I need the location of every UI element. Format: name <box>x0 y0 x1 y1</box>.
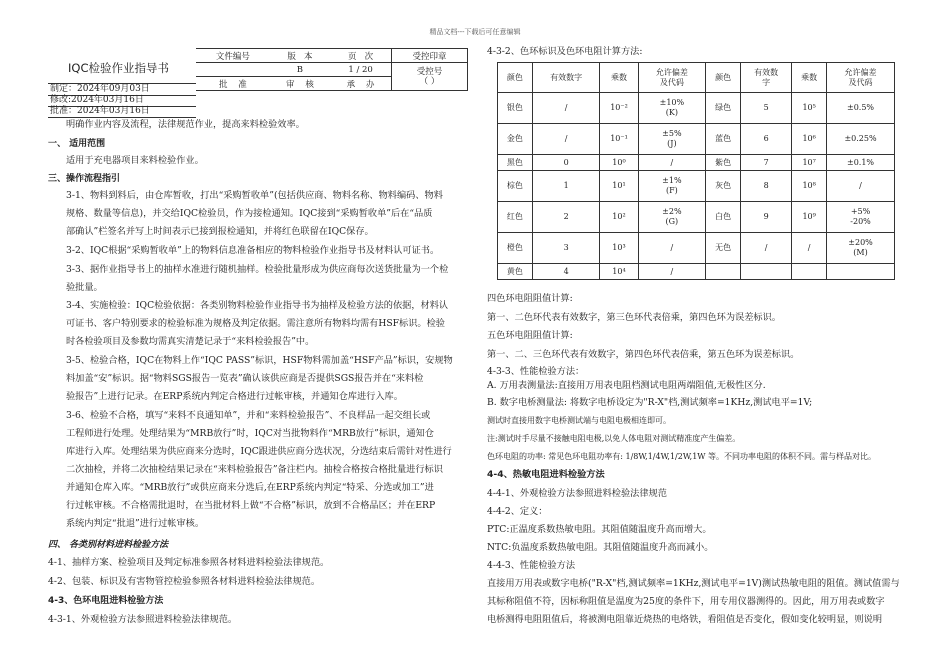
para-3-1-line3: 部确认”栏签名并写上时间表示已接到报检通知，并将红色联留在IQC保存。 <box>66 226 374 237</box>
table-cell: / <box>741 233 792 264</box>
para-4-4-1: 4-4-1、外观检验方法参照进料检验法律规范 <box>487 488 667 499</box>
para-3-1-line2: 规格、数量等信息)，并交给IQC检验员，作为接检通知。IQC接到“采购暂收单”后在“品质 <box>66 208 433 219</box>
section-scope-text: 适用于充电器项目来料检验作业。 <box>66 155 204 166</box>
table-cell: 紫色 <box>706 155 741 171</box>
document-title: IQC检验作业指导书 <box>68 61 169 75</box>
para-4-4-3-line3: 电桥测得电阻阻值后，将被测电阻靠近烧热的电烙铁，看阻值是否变化，假如变化较明显，则说明 <box>487 614 883 625</box>
para-3-3-line1: 3-3、据作业指导书上的抽样水准进行随机抽样。检验批量形成为供应商每次送货批量为一个检 <box>66 264 449 275</box>
table-cell: ±5% (J) <box>638 124 706 155</box>
para-3-6-line6: 行过帐审核。不合格需批退时，在当批材料上做“不合格”标识，放到不合格品区；并在ERP <box>66 500 436 511</box>
table-cell: / <box>638 155 706 171</box>
document-header <box>48 48 470 116</box>
table-cell: 10⁸ <box>792 171 827 202</box>
revised-date: 修改:2024年03月16日 <box>50 95 144 105</box>
section-4-4-title: 4-4、热敏电阻进料检验方法 <box>487 469 605 480</box>
table-cell: 5 <box>741 93 792 124</box>
table-cell: 0 <box>532 155 600 171</box>
table-cell <box>741 264 792 280</box>
table-row <box>498 155 895 171</box>
color-code-table <box>497 62 895 280</box>
table-row <box>498 264 895 280</box>
table-cell: 3 <box>532 233 600 264</box>
para-4-4-3-line1: 直接用万用表或数字电桥("R-X"档,测试频率=1KHz,测试电平=1V)测试热敏电阻的阻值。测试值需与 <box>487 578 900 589</box>
table-cell: 6 <box>741 124 792 155</box>
table-cell: 10⁷ <box>792 155 827 171</box>
para-4-2: 4-2、包装、标识及有害物管控检验参照各材料进料检验法律规范。 <box>48 576 321 587</box>
table-cell: 1 <box>532 171 600 202</box>
approve-label: 批 <box>218 79 228 90</box>
control-number-label: 受控号 <box>416 66 443 77</box>
table-cell: ±0.1% <box>827 155 895 171</box>
table-cell: +5% -20% <box>827 202 895 233</box>
table-cell: 2 <box>532 202 600 233</box>
table-cell: 10⁻¹ <box>600 124 638 155</box>
table-cell: 10³ <box>600 233 638 264</box>
para-3-6-line2: 工程师进行处理。处理结果为“MRB放行”时，IQC对当批物料作“MRB放行”标识，通知仓 <box>66 428 434 439</box>
table-cell: 10⁰ <box>600 155 638 171</box>
table-cell: / <box>638 264 706 280</box>
table-header-cell: 有效数 字 <box>741 63 792 93</box>
table-header-cell: 允许偏差 及代码 <box>638 63 706 93</box>
para-3-4-line2: 可证书、客户特别要求的检验标准为规格及判定依据。需注意所有物料均需有HSF标识。检验 <box>66 318 445 329</box>
table-row <box>498 202 895 233</box>
table-cell: ±10% (K) <box>638 93 706 124</box>
version-value: B <box>270 63 330 77</box>
table-cell <box>706 264 741 280</box>
control-number-paren: （ ） <box>419 76 440 87</box>
top-note: 精品文档---下载后可任意编辑 <box>429 28 521 36</box>
table-cell: ±0.5% <box>827 93 895 124</box>
para-3-5-line1: 3-5、检验合格，IQC在物料上作“IQC PASS”标识，HSF物料需加盖“HSF产品”标识，安规物 <box>66 355 453 366</box>
table-cell: 10⁵ <box>792 93 827 124</box>
table-row <box>498 171 895 202</box>
method-b: B. 数字电桥测量法: 将数字电桥设定为"R-X"档,测试频率=1KHz,测试电平=1V; <box>487 397 813 408</box>
table-row <box>498 233 895 264</box>
table-cell: / <box>532 124 600 155</box>
para-4-4-3-line2: 其标称阻值不符，因标称阻值是温度为25度的条件下，用专用仪器测得的。因此，用万用表或数字 <box>487 596 885 607</box>
para-4-3-3: 4-3-3、性能检验方法： <box>487 366 585 377</box>
table-cell: 黑色 <box>498 155 533 171</box>
col-stamp: 受控印章 <box>392 49 468 63</box>
ntc-definition: NTC:负温度系数热敏电阻。其阻值随温度升高而减小。 <box>487 542 714 553</box>
table-cell: ±1% (F) <box>638 171 706 202</box>
para-3-3-line2: 验批量。 <box>66 282 103 293</box>
para-4-4-3: 4-4-3、性能检验方法 <box>487 560 576 571</box>
five-band-text: 第一、二、三色环代表有效数字，第四色环代表倍乘，第五色环为误差标识。 <box>487 349 800 360</box>
power-note: 色环电阻的功率: 常见色环电阻功率有: 1/8W,1/4W,1/2W,1W 等。不同功率电阻的体积不同。需与样品对比。 <box>487 452 877 461</box>
table-cell: ±2% (G) <box>638 202 706 233</box>
review-label-2: 核 <box>305 79 314 90</box>
table-cell: 8 <box>741 171 792 202</box>
section-4-3-title: 4-3、色环电阻进料检验方法 <box>48 596 164 606</box>
table-cell: 无色 <box>706 233 741 264</box>
four-band-text: 第一、二色环代表有效数字，第三色环代表倍乘，第四色环为误差标识。 <box>487 312 781 323</box>
col-page: 页 <box>348 51 357 62</box>
para-3-1-line1: 3-1、物料到料后，由仓库暂收，打出“采购暂收单”(包括供应商、物料名称、物料编码、物料 <box>66 190 443 201</box>
table-cell: / <box>792 233 827 264</box>
header-table <box>196 48 468 91</box>
table-header-row <box>498 63 895 93</box>
para-3-5-line3: 验报告”上进行记录。在ERP系统内判定合格进行过帐审核，并通知仓库进行入库。 <box>66 391 403 402</box>
para-3-4-line3: 时各检验项目及参数均需真实清楚记录于“来料检验报告”中。 <box>66 336 315 347</box>
control-number-cell <box>392 63 468 91</box>
table-cell: 绿色 <box>706 93 741 124</box>
approved-date: 批准：2024年03月16日 <box>50 106 150 116</box>
col-version: 版 <box>287 51 296 62</box>
section-methods-title: 四、 各类别材料进料检验方法 <box>48 540 169 550</box>
para-3-6-line5: 并通知仓库入库。“MRB放行”或供应商来分选后,在ERP系统内判定“特采、分选或加工”进 <box>66 482 434 493</box>
approve-label-2: 准 <box>238 79 247 90</box>
method-note: 注:测试时手尽量不接触电阻电极,以免人体电阻对测试精准度产生偏差。 <box>487 434 741 443</box>
table-cell: 10² <box>600 202 638 233</box>
table-cell: 9 <box>741 202 792 233</box>
para-3-6-line7: 系统内判定“批退”进行过帐审核。 <box>66 518 205 529</box>
table-header-cell: 乘数 <box>792 63 827 93</box>
table-body <box>498 93 895 280</box>
table-cell: 金色 <box>498 124 533 155</box>
table-cell: / <box>827 171 895 202</box>
ptc-definition: PTC:正温度系数热敏电阻。其阻值随温度升高而增大。 <box>487 524 712 535</box>
para-4-4-2: 4-4-2、定义： <box>487 506 548 517</box>
purpose-text: 明确作业内容及流程，法律规范作业，提高来料检验效率。 <box>66 119 305 130</box>
para-3-4-line1: 3-4、实施检验：IQC检验依据：各类别物料检验作业指导书为抽样及检验方法的依据，材料认 <box>66 300 449 311</box>
table-cell: 10⁴ <box>600 264 638 280</box>
method-b-note: 测试时直接用数字电桥测试端与电阻电极相连即可。 <box>487 416 671 425</box>
table-cell: 蓝色 <box>706 124 741 155</box>
page-value: 1 / 20 <box>330 63 391 77</box>
para-3-2: 3-2、IQC根据“采购暂收单”上的物料信息准备相应的物料检验作业指导书及材料认可证书。 <box>66 245 440 256</box>
col-version-2: 本 <box>303 51 313 62</box>
para-3-6-line3: 库进行入库。处理结果为供应商来分选时，IQC跟进供应商分选状况，分选结束后需针对性进行 <box>66 446 452 457</box>
table-cell: / <box>532 93 600 124</box>
review-label: 审 <box>286 79 295 90</box>
table-cell: 红色 <box>498 202 533 233</box>
table-cell: 10⁶ <box>792 124 827 155</box>
para-4-1: 4-1、抽样方案、检验项目及判定标准参照各材料进料检验法律规范。 <box>48 557 330 568</box>
para-3-6-line1: 3-6、检验不合格，填写“来料不良通知单”，并和“来料检验报告”、不良样品一起交组长或 <box>66 410 431 421</box>
para-4-3-1: 4-3-1、外观检验方法参照进料检验法律规范。 <box>48 614 238 625</box>
table-row <box>498 124 895 155</box>
table-cell: 10⁹ <box>792 202 827 233</box>
meta-rule <box>48 117 196 118</box>
table-cell: 灰色 <box>706 171 741 202</box>
table-cell: 黄色 <box>498 264 533 280</box>
table-cell: ±20% (M) <box>827 233 895 264</box>
table-cell: ±0.25% <box>827 124 895 155</box>
table-header-cell: 有效数字 <box>532 63 600 93</box>
handle-label: 承 <box>346 79 356 90</box>
table-cell: 7 <box>741 155 792 171</box>
four-band-title: 四色环电阻阻值计算: <box>487 293 573 304</box>
table-header-cell: 颜色 <box>706 63 741 93</box>
table-cell: 10⁻² <box>600 93 638 124</box>
table-row <box>498 93 895 124</box>
table-cell: 橙色 <box>498 233 533 264</box>
table-cell <box>792 264 827 280</box>
table-header-cell: 颜色 <box>498 63 533 93</box>
table-header-cell: 允许偏差 及代码 <box>827 63 895 93</box>
para-4-3-2: 4-3-2、色环标识及色环电阻计算方法: <box>487 46 643 57</box>
table-cell: 棕色 <box>498 171 533 202</box>
handle-label-2: 办 <box>365 79 375 90</box>
table-header-cell: 乘数 <box>600 63 638 93</box>
col-file-no: 文件编号 <box>196 49 270 63</box>
col-page-2: 次 <box>364 51 374 62</box>
table-cell <box>827 264 895 280</box>
table-cell: / <box>638 233 706 264</box>
table-cell: 银色 <box>498 93 533 124</box>
five-band-title: 五色环电阻阻值计算: <box>487 330 573 341</box>
table-cell: 白色 <box>706 202 741 233</box>
method-a: A. 万用表测量法:直接用万用表电阻档测试电阻两端阻值,无极性区分. <box>487 380 766 391</box>
section-scope-title: 一、 适用范围 <box>48 139 106 149</box>
table-cell: 4 <box>532 264 600 280</box>
section-process-title: 三、操作流程指引 <box>48 174 121 184</box>
table-cell: 10¹ <box>600 171 638 202</box>
made-date: 制定：2024年09月03日 <box>50 84 150 94</box>
para-3-5-line2: 料加盖“安”标识。据“物料SGS报告一览表”确认该供应商是否提供SGS报告并在“来料检 <box>66 373 424 384</box>
para-3-6-line4: 二次抽检，并将二次抽检结果记录在“来料检验报告”备注栏内。抽检合格按合格批量进行标识 <box>66 464 443 475</box>
